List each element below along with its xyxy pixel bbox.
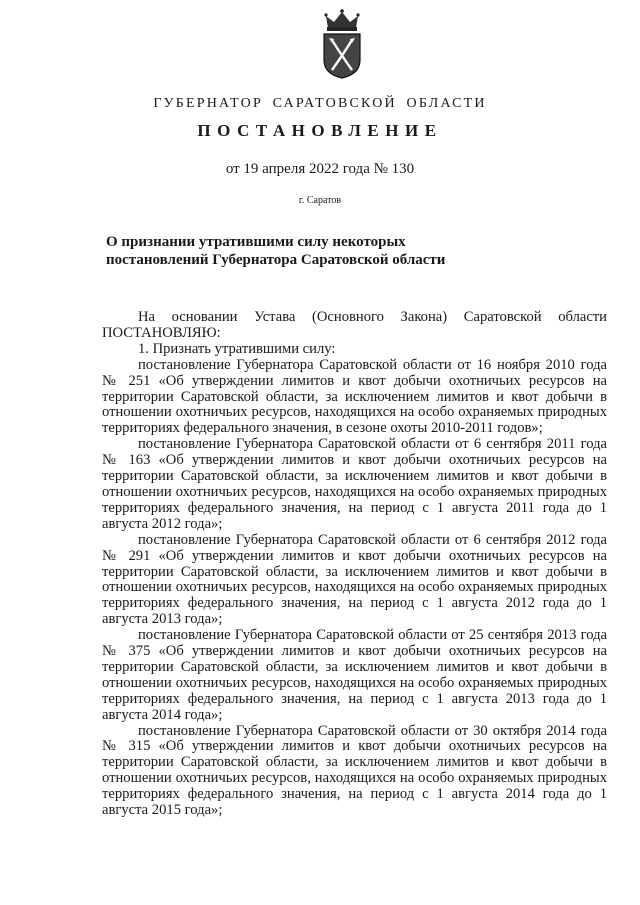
coat-of-arms-icon [318, 8, 366, 80]
document-title [106, 233, 526, 269]
title-line-2: постановлений Губернатора Саратовской области [106, 252, 446, 268]
repealed-act-paragraph: постановление Губернатора Саратовской области от 30 октября 2014 года № 315 «Об утверждении лимитов и квот добычи охотничьих ресурсов на территории Саратовской области, за исключением лимитов и квот добычи в отношении охотничьих ресурсов, находящихся на особо охраняемых природных территориях федерального значения, на период с 1 августа 2014 года до 1 августа 2015 года»; [102, 722, 607, 819]
repealed-act-paragraph: постановление Губернатора Саратовской области от 16 ноября 2010 года № 251 «Об утверждении лимитов и квот добычи охотничьих ресурсов на территории Саратовской области, за исключением лимитов и квот добычи в отношении охотничьих ресурсов, находящихся на особо охраняемых природных территориях федерального значения, в сезоне охоты 2010-2011 годов»; [102, 356, 607, 437]
document-type: ПОСТАНОВЛЕНИЕ [197, 121, 443, 140]
preamble-paragraph: На основании Устава (Основного Закона) Саратовской области ПОСТАНОВЛЯЮ: [102, 309, 607, 341]
repealed-act-paragraph: постановление Губернатора Саратовской области от 25 сентября 2013 года № 375 «Об утверждении лимитов и квот добычи охотничьих ресурсов на территории Саратовской области, за исключением лимитов и квот добычи в отношении охотничьих ресурсов, находящихся на особо охраняемых природных территориях федерального значения, на период с 1 августа 2013 года до 1 августа 2014 года»; [102, 627, 607, 723]
clause-1-paragraph: 1. Признать утратившими силу: [138, 340, 336, 357]
document-date-number: от 19 апреля 2022 года № 130 [225, 161, 415, 177]
repealed-act-paragraph: постановление Губернатора Саратовской области от 6 сентября 2012 года № 291 «Об утверждении лимитов и квот добычи охотничьих ресурсов на территории Саратовской области, за исключением лимитов и квот добычи в отношении охотничьих ресурсов, находящихся на особо охраняемых природных территориях федерального значения, на период с 1 августа 2012 года до 1 августа 2013 года»; [102, 531, 607, 628]
document-city: г. Саратов [298, 195, 342, 206]
title-line-1: О признании утратившими силу некоторых [106, 234, 406, 250]
issuing-authority: ГУБЕРНАТОР САРАТОВСКОЙ ОБЛАСТИ [153, 96, 487, 111]
repealed-act-paragraph: постановление Губернатора Саратовской области от 6 сентября 2011 года № 163 «Об утверждении лимитов и квот добычи охотничьих ресурсов на территории Саратовской области, за исключением лимитов и квот добычи в отношении охотничьих ресурсов, находящихся на особо охраняемых природных территориях федерального значения, на период с 1 августа 2011 года до 1 августа 2012 года»; [102, 436, 607, 532]
document-body [102, 310, 607, 819]
